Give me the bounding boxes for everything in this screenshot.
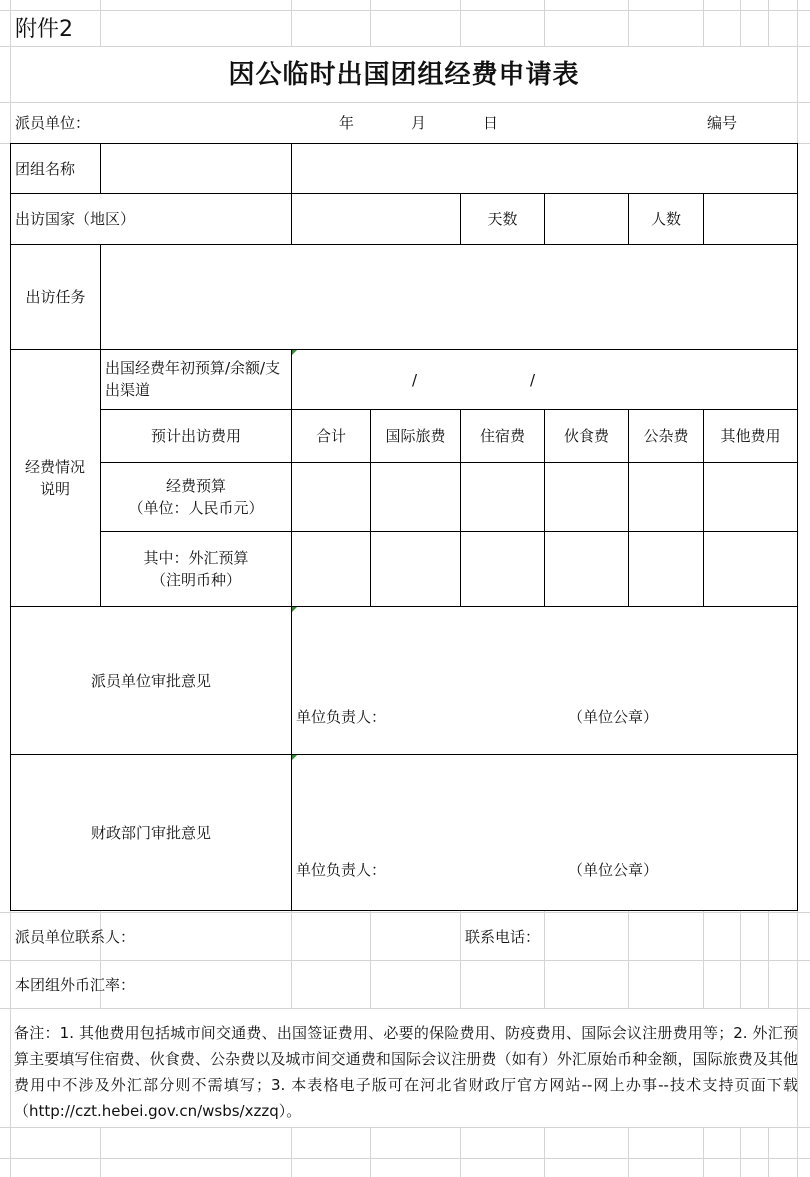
days-field[interactable] — [545, 194, 628, 244]
unit-seal-label: （单位公章） — [568, 708, 659, 726]
days-label: 天数 — [487, 210, 518, 228]
col-lodging-header: 住宿费 — [479, 427, 525, 445]
col-other-header: 其他费用 — [720, 427, 781, 445]
group-name-value-field[interactable] — [292, 144, 797, 193]
budget-row-label — [101, 463, 291, 531]
budget-row-label-line1: 经费预算 — [165, 477, 226, 495]
unit-approval-label: 派员单位审批意见 — [90, 671, 211, 690]
task-label: 出访任务 — [25, 288, 86, 306]
budget-slash-2: / — [530, 371, 536, 389]
col-misc-header: 公杂费 — [643, 427, 689, 445]
number-label: 编号 — [707, 114, 738, 132]
forex-row-label-line1: 其中：外汇预算 — [143, 549, 249, 567]
funds-section-label: 经费情况说明 — [24, 458, 85, 498]
task-field[interactable] — [101, 245, 797, 349]
month-label: 月 — [411, 114, 427, 132]
country-field[interactable] — [292, 194, 460, 244]
budget-row-label-line2: （单位：人民币元） — [128, 499, 264, 517]
cell-marker-icon — [292, 350, 297, 355]
attachment-label: 附件2 — [15, 17, 73, 42]
budget-slash-1: / — [412, 371, 418, 389]
phone-label: 联系电话： — [465, 928, 541, 946]
group-name-field[interactable] — [101, 144, 291, 193]
persons-label: 人数 — [650, 210, 681, 228]
unit-leader-label: 单位负责人： — [296, 708, 387, 726]
remarks-note: 备注：1. 其他费用包括城市间交通费、出国签证费用、必要的保险费用、防疫费用、国际会议注册费用等；2. 外汇预算主要填写住宿费、伙食费、公杂费以及城市间交通费和国际会议注册费（如有）外汇原始币种金额，国际旅费及其他费用中不涉及外汇部分则不需填写；3. 本表格电子版可在河北省财政厅官方网站--网上办事--技术支持页面下载（http://czt.hebei.gov.cn/wsbs/xzzq）。 — [14, 1024, 798, 1120]
persons-field[interactable] — [704, 194, 797, 244]
finance-approval-field[interactable] — [292, 755, 797, 855]
budget-channel-label: 出国经费年初预算/余额/支出渠道 — [105, 359, 281, 399]
unit-approval-field[interactable] — [292, 607, 797, 702]
exchange-rate-label: 本团组外币汇率： — [15, 976, 136, 994]
forex-row-label-line2: （注明币种） — [150, 571, 241, 589]
finance-approval-label: 财政部门审批意见 — [90, 823, 211, 842]
finance-leader-label: 单位负责人： — [296, 861, 387, 879]
page-title: 因公临时出国团组经费申请表 — [228, 60, 580, 90]
forex-row-label — [101, 532, 291, 606]
group-name-label: 团组名称 — [15, 159, 76, 178]
col-meals-header: 伙食费 — [563, 427, 609, 445]
finance-seal-label: （单位公章） — [568, 861, 659, 879]
estimated-cost-label: 预计出访费用 — [150, 427, 241, 445]
day-label: 日 — [483, 114, 499, 132]
country-label: 出访国家（地区） — [15, 210, 136, 228]
contact-label: 派员单位联系人： — [15, 928, 136, 946]
year-label: 年 — [339, 114, 355, 132]
col-intl-travel-header: 国际旅费 — [385, 427, 446, 445]
dispatch-unit-label: 派员单位： — [15, 114, 91, 132]
col-total-header: 合计 — [315, 427, 346, 445]
